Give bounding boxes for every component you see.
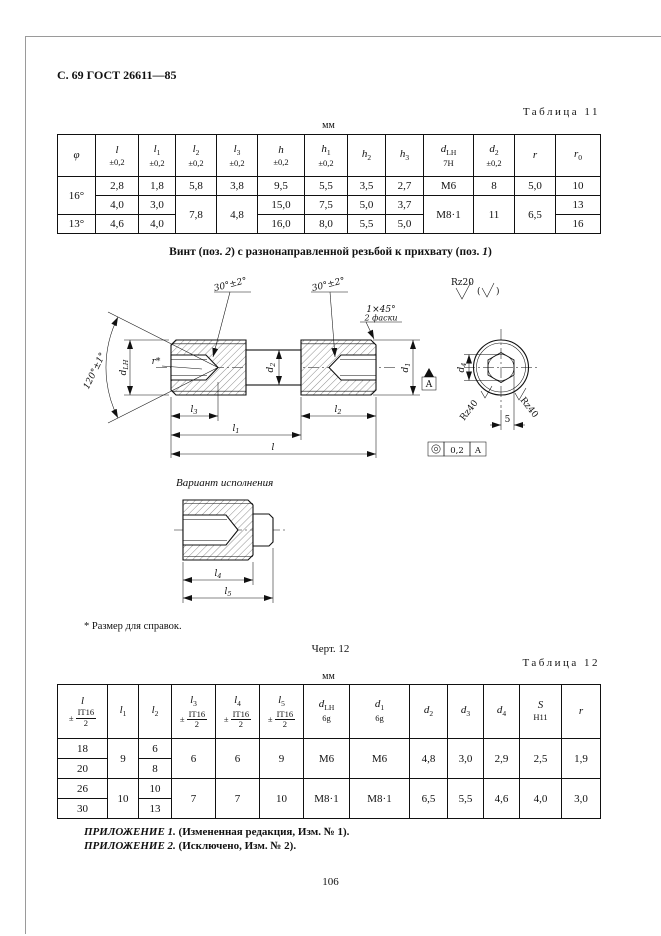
- t11-cell: 13: [556, 196, 601, 215]
- t11-header-cell: φ: [58, 135, 96, 177]
- t12-cell: 4,8: [410, 739, 448, 779]
- t12-header-cell: r: [562, 685, 601, 739]
- t12-cell: 10: [108, 779, 139, 819]
- t12-cell: 3,0: [562, 779, 601, 819]
- t11-cell: 6,5: [515, 196, 556, 234]
- label-angle-left: 30°±2°: [212, 276, 249, 294]
- label-fcf-datum: A: [474, 446, 482, 456]
- t12-cell: 9: [260, 739, 304, 779]
- t11-cell: 15,0: [258, 196, 305, 215]
- t11-header-cell: l ±0,2: [96, 135, 139, 177]
- main-drawing: [68, 272, 568, 472]
- t12-cell: М6: [350, 739, 410, 779]
- t11-header-cell: $h_2$: [348, 135, 386, 177]
- t12-header-cell: $l_3$ ± $\frac{IT16}{2}$: [172, 685, 216, 739]
- chamfer-note: [360, 305, 402, 339]
- t11-header-cell: $l_3$ ±0,2: [217, 135, 258, 177]
- appendix-notes: [84, 826, 349, 853]
- screw-side-view: [156, 340, 398, 395]
- t11-header-cell: $d_2$ ±0,2: [474, 135, 515, 177]
- t12-header-cell: l ± $\frac{IT16}{2}$: [58, 685, 108, 739]
- t11-cell: 3,7: [386, 196, 424, 215]
- t12-cell: 6: [216, 739, 260, 779]
- label-d2: $d_2$: [266, 362, 277, 373]
- roughness-note: [451, 278, 500, 299]
- paren-close-glyph: ): [496, 287, 500, 297]
- t11-cell: 16,0: [258, 215, 305, 234]
- t11-header-cell: $l_1$ ±0,2: [139, 135, 176, 177]
- t12-cell: 6: [139, 739, 172, 759]
- t11-header-cell: $r_0$: [556, 135, 601, 177]
- t11-cell: 16°: [58, 177, 96, 215]
- document-header: С. 69 ГОСТ 26611—85: [57, 68, 177, 82]
- t12-cell: 10: [260, 779, 304, 819]
- t12-row: [58, 739, 601, 759]
- table12-caption: Таблица 12: [522, 657, 600, 669]
- appendix-line-2: ПРИЛОЖЕНИЕ 2. (Исключено, Изм. № 2).: [84, 839, 297, 852]
- t11-cell: 3,5: [348, 177, 386, 196]
- t11-header-cell: $h_1$ ±0,2: [305, 135, 348, 177]
- label-l4: $l_4$: [214, 569, 222, 580]
- t11-cell: 4,0: [139, 215, 176, 234]
- t11-cell: 11: [474, 196, 515, 234]
- t12-row: [58, 779, 601, 799]
- t11-cell: 9,5: [258, 177, 305, 196]
- t11-cell: 7,5: [305, 196, 348, 215]
- t11-header-cell: h ±0,2: [258, 135, 305, 177]
- label-rz40-right: Rz40: [517, 395, 540, 420]
- t11-cell: 5,0: [386, 215, 424, 234]
- t12-header-cell: $d_3$: [448, 685, 484, 739]
- label-chamfer-1: 1×45°: [366, 305, 396, 315]
- t11-cell: 8,0: [305, 215, 348, 234]
- t11-header-row: [58, 135, 601, 177]
- t12-cell: М6: [304, 739, 350, 779]
- t12-header-cell: $l_5$ ± $\frac{IT16}{2}$: [260, 685, 304, 739]
- drawing-title: Винт (поз. 2) с разнонаправленной резьбой к прихвату (поз. 1): [169, 246, 492, 258]
- t12-header-cell: $l_2$: [139, 685, 172, 739]
- feature-control-frame: [428, 442, 486, 456]
- table-11: [57, 134, 601, 234]
- label-l2: $l_2$: [334, 405, 342, 416]
- label-d1: $d_1$: [401, 362, 412, 373]
- variant-caption: Вариант исполнения: [176, 477, 274, 489]
- figure-caption: Черт. 12: [311, 643, 350, 655]
- t12-header-cell: S Н11: [520, 685, 562, 739]
- t12-cell: 20: [58, 759, 108, 779]
- t12-cell: 6,5: [410, 779, 448, 819]
- d1-dimension: [373, 340, 436, 395]
- footnote: * Размер для справок.: [84, 621, 182, 632]
- t11-cell: 2,7: [386, 177, 424, 196]
- t12-cell: М8·1: [350, 779, 410, 819]
- label-dim5: 5: [504, 415, 511, 425]
- t12-cell: 5,5: [448, 779, 484, 819]
- t11-cell: 3,0: [139, 196, 176, 215]
- t12-cell: 7: [172, 779, 216, 819]
- label-l: l: [271, 443, 275, 453]
- label-datum-a: A: [425, 380, 433, 390]
- t11-cell: 13°: [58, 215, 96, 234]
- page-edge-top: [25, 36, 661, 37]
- t12-cell: 30: [58, 799, 108, 819]
- table11-caption: Таблица 11: [522, 106, 600, 118]
- t11-cell: 5,0: [515, 177, 556, 196]
- t11-cell: 1,8: [139, 177, 176, 196]
- datum-triangle-icon: [424, 368, 434, 377]
- t11-cell: 4,8: [217, 196, 258, 234]
- t12-cell: 2,5: [520, 739, 562, 779]
- t12-cell: 3,0: [448, 739, 484, 779]
- t11-cell: 5,5: [305, 177, 348, 196]
- appendix-line-1: ПРИЛОЖЕНИЕ 1. (Измененная редакция, Изм. № 1).: [84, 826, 350, 838]
- t11-cell: М6: [424, 177, 474, 196]
- t12-cell: 4,0: [520, 779, 562, 819]
- page-number: 106: [322, 876, 339, 888]
- label-dLH: $d_{LH}$: [119, 359, 130, 376]
- t11-header-cell: $h_3$: [386, 135, 424, 177]
- t11-cell: 5,0: [348, 196, 386, 215]
- label-angle-120: 120°±1°: [82, 351, 109, 392]
- t11-cell: 4,0: [96, 196, 139, 215]
- t12-cell: 26: [58, 779, 108, 799]
- t11-cell: 5,8: [176, 177, 217, 196]
- t12-cell: 13: [139, 799, 172, 819]
- t12-header-row: [58, 685, 601, 739]
- t11-header-cell: $d_{LH}$ 7Н: [424, 135, 474, 177]
- t12-cell: 1,9: [562, 739, 601, 779]
- t11-cell: 3,8: [217, 177, 258, 196]
- t11-cell: 10: [556, 177, 601, 196]
- t12-header-cell: $l_4$ ± $\frac{IT16}{2}$: [216, 685, 260, 739]
- t12-cell: 7: [216, 779, 260, 819]
- label-fcf-tol: 0,2: [450, 446, 464, 456]
- t11-cell: 7,8: [176, 196, 217, 234]
- t12-header-cell: $l_1$: [108, 685, 139, 739]
- t11-cell: 8: [474, 177, 515, 196]
- t11-cell: 16: [556, 215, 601, 234]
- t12-cell: 4,6: [484, 779, 520, 819]
- label-r-ref: r*: [151, 357, 161, 367]
- t12-cell: 10: [139, 779, 172, 799]
- label-l1: $l_1$: [232, 424, 240, 435]
- label-rz20: Rz20: [451, 278, 474, 288]
- table-12: [57, 684, 601, 819]
- t11-cell: 5,5: [348, 215, 386, 234]
- t11-cell: 4,6: [96, 215, 139, 234]
- label-d4: $d_4$: [457, 362, 468, 373]
- label-angle-right: 30°±2°: [310, 276, 347, 294]
- t12-cell: 8: [139, 759, 172, 779]
- t11-header-cell: r: [515, 135, 556, 177]
- t11-cell: М8·1: [424, 196, 474, 234]
- t12-header-cell: $d_4$: [484, 685, 520, 739]
- t12-header-cell: $d_2$: [410, 685, 448, 739]
- t12-cell: 6: [172, 739, 216, 779]
- variant-drawing: [168, 492, 298, 617]
- t11-row: [58, 196, 601, 215]
- t11-cell: 2,8: [96, 177, 139, 196]
- label-rz40-left: Rz40: [458, 398, 481, 423]
- t12-header-cell: $d_1$ 6g: [350, 685, 410, 739]
- label-chamfer-2: 2 фаски: [364, 313, 398, 323]
- t12-cell: 2,9: [484, 739, 520, 779]
- table11-units: мм: [322, 120, 335, 131]
- t11-row: [58, 177, 601, 196]
- t12-cell: 18: [58, 739, 108, 759]
- t12-cell: М8·1: [304, 779, 350, 819]
- label-l3: $l_3$: [190, 405, 198, 416]
- label-l5: $l_5$: [224, 587, 232, 598]
- paren-open-glyph: (: [477, 287, 481, 297]
- t12-header-cell: $d_{LH}$ 6g: [304, 685, 350, 739]
- t12-cell: 9: [108, 739, 139, 779]
- end-view: [457, 329, 540, 430]
- t11-header-cell: $l_2$ ±0,2: [176, 135, 217, 177]
- table12-units: мм: [322, 671, 335, 682]
- page-edge-left: [25, 36, 26, 934]
